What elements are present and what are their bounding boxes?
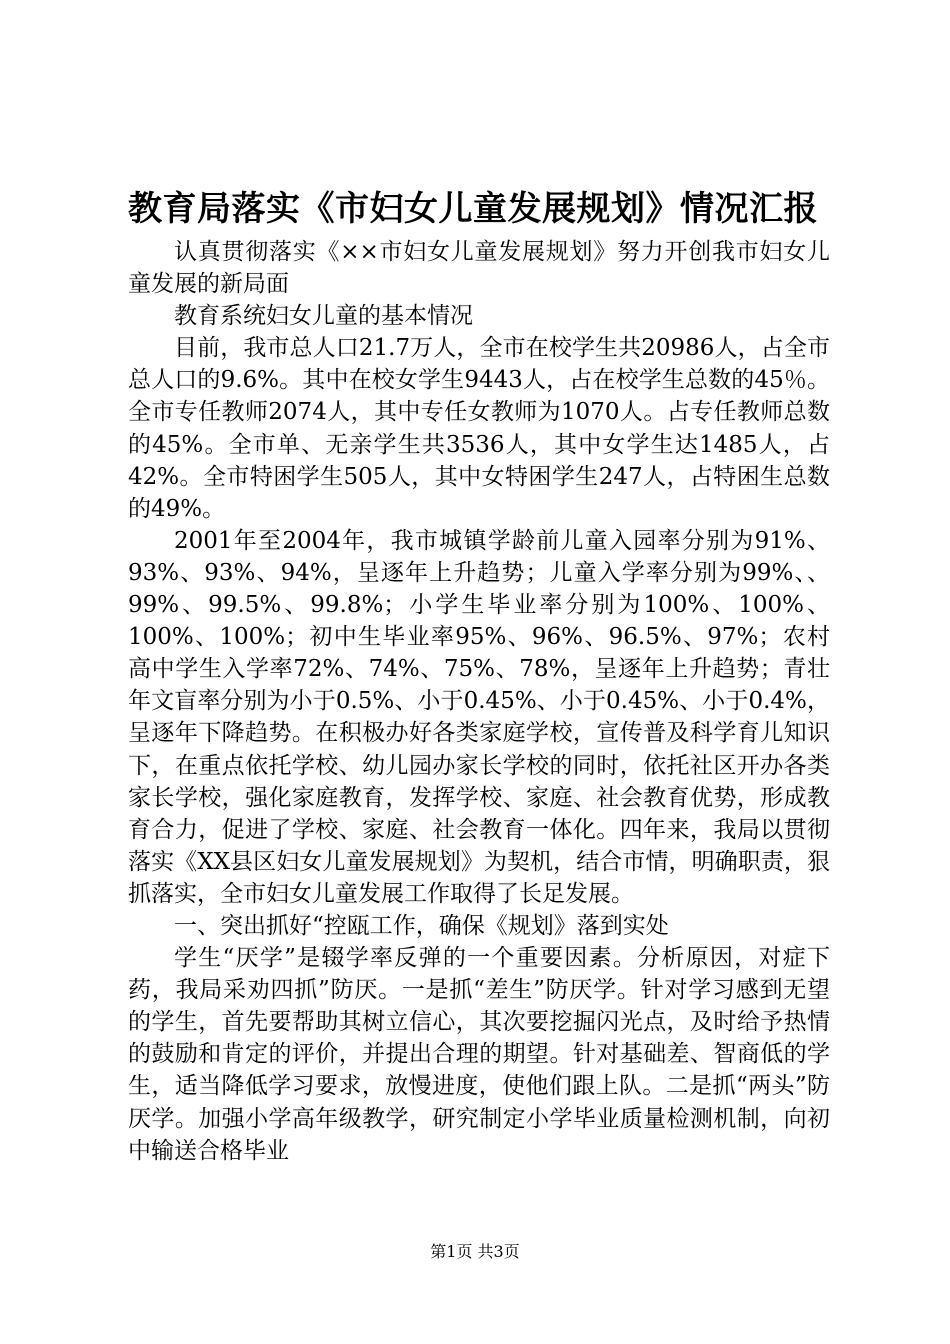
page-footer: 第1页 共3页 bbox=[430, 1242, 520, 1261]
paragraph: 认真贯彻落实《××市妇女儿童发展规划》努力开创我市妇女儿童发展的新局面 bbox=[128, 239, 830, 298]
document-body bbox=[128, 236, 830, 1167]
paragraph: 学生“厌学”是辍学率反弹的一个重要因素。分析原因，对症下药，我局采劝四抓”防厌。一是抓“差生”防厌学。针对学习感到无望的学生，首先要帮助其树立信心，其次要挖掘闪光点，及时给予热情的鼓励和肯定的评价，并提出合理的期望。针对基础差、智商低的学生，适当降低学习要求，放慢进度，使他们跟上队。二是抓“两头”防厌学。加强小学高年级教学，研究制定小学毕业质量检测机制，向初中输送合格毕业 bbox=[128, 945, 830, 1164]
section-heading: 教育系统妇女儿童的基本情况 bbox=[174, 303, 473, 330]
document-title: 教育局落实《市妇女儿童发展规划》情况汇报 bbox=[128, 189, 818, 229]
section-heading: 一、突出抓好“控瓯工作，确保《规划》落到实处 bbox=[174, 912, 669, 939]
paragraph: 目前，我市总人口21.7万人，全市在校学生共20986人，占全市总人口的9.6%。其中在校女学生9443人，占在校学生总数的45％。全市专任教师2074人，其中专任女教师为1070人。占专任教师总数的45%。全市单、无亲学生共3536人，其中女学生达1485人，占42%。全市特困学生505人，其中女特困学生247人，占特困生总数的49%。 bbox=[128, 335, 830, 522]
paragraph: 2001年至2004年，我市城镇学龄前儿童入园率分别为91%、93%、93%、94%，呈逐年上升趋势；儿童入学率分别为99%、、99%、99.5%、99.8%；小学生毕业率分别为100%、100%、100%、100%；初中生毕业率95%、96%、96.5%、97%；农村高中学生入学率72%、74%、75%、78%，呈逐年上升趋势；青壮年文盲率分别为小于0.5%、小于0.45%、小于0.45%、小于0.4%，呈逐年下降趋势。在积极办好各类家庭学校，宣传普及科学育儿知识下，在重点依托学校、幼儿园办家长学校的同时，依托社区开办各类家长学校，强化家庭教育，发挥学校、家庭、社会教育优势，形成教育合力，促进了学校、家庭、社会教育一体化。四年来，我局以贯彻落实《XX县区妇女儿童发展规划》为契机，结合市情，明确职责，狠抓落实，全市妇女儿童发展工作取得了长足发展。 bbox=[128, 527, 830, 907]
